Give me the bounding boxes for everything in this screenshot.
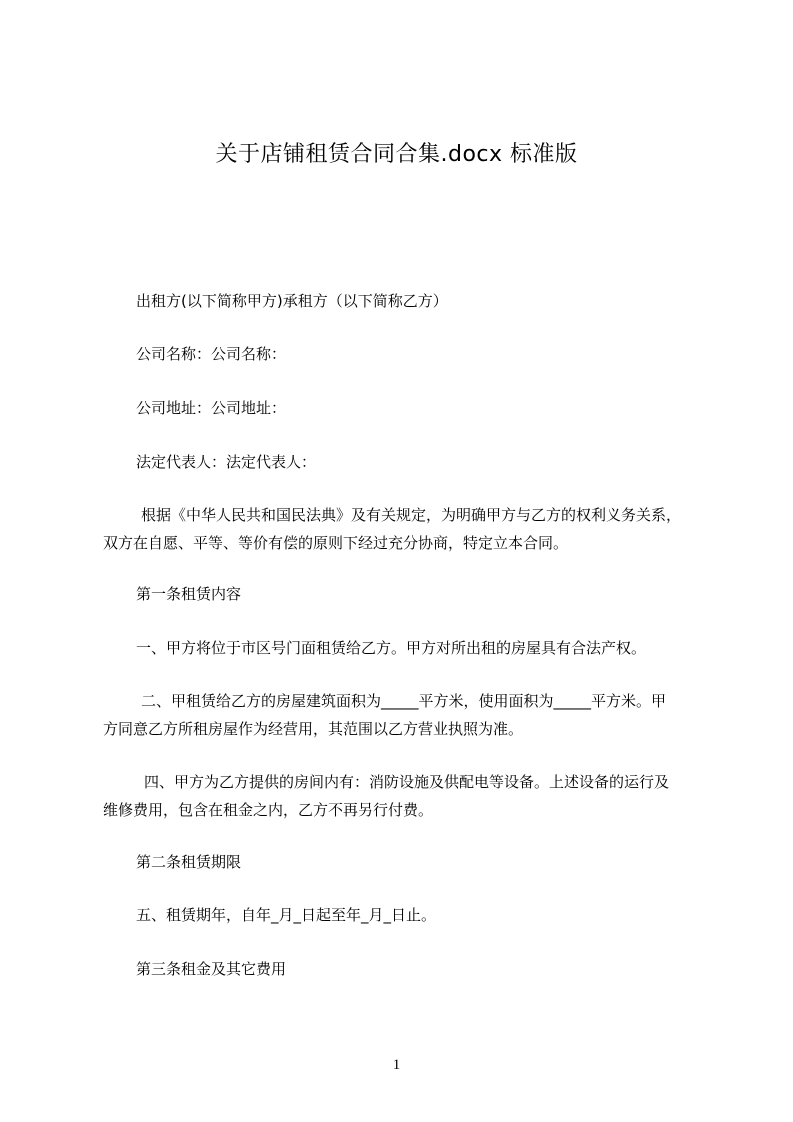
clause-4-line-2: 维修费用，包含在租金之内，乙方不再另行付费。 (103, 801, 434, 819)
preamble-line-1: 根据《中华人民共和国民法典》及有关规定，为明确甲方与乙方的权利义务关系， (141, 506, 682, 524)
clause-1: 一、甲方将位于市区号门面租赁给乙方。甲方对所出租的房屋具有合法产权。 (136, 639, 647, 657)
company-address-line: 公司地址：公司地址： (136, 399, 287, 417)
page-number: 1 (392, 1057, 401, 1073)
preamble-line-2: 双方在自愿、平等、等价有偿的原则下经过充分协商，特定立本合同。 (103, 534, 569, 552)
article-1-heading: 第一条租赁内容 (136, 585, 242, 603)
clause-2-line-2: 方同意乙方所租房屋作为经营用，其范围以乙方营业执照为准。 (103, 720, 524, 738)
document-title: 关于店铺租赁合同合集.docx 标准版 (215, 142, 578, 167)
clause-4-line-1: 四、甲方为乙方提供的房间内有：消防设施及供配电等设备。上述设备的运行及 (144, 773, 670, 791)
clause-2-line-1: 二、甲租赁给乙方的房屋建筑面积为_____平方米，使用面积为_____平方米。甲 (141, 692, 667, 710)
company-name-line: 公司名称：公司名称： (136, 345, 287, 363)
legal-representative-line: 法定代表人：法定代表人： (136, 453, 317, 471)
article-2-heading: 第二条租赁期限 (136, 853, 242, 871)
parties-paragraph: 出租方(以下简称甲方)承租方（以下简称乙方） (136, 292, 448, 310)
clause-5: 五、租赁期年，自年_月_日起至年_月_日止。 (136, 906, 437, 924)
article-3-heading: 第三条租金及其它费用 (136, 960, 287, 978)
